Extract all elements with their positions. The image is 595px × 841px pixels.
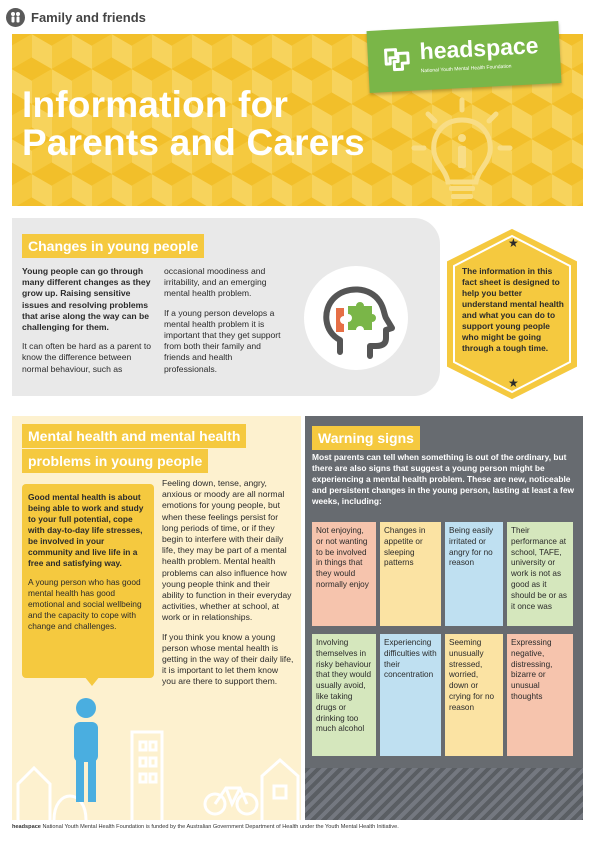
title-line-1: Information for: [22, 84, 289, 125]
mental-health-column-2: [162, 478, 294, 696]
headspace-logo: [367, 21, 562, 93]
lightbulb-info-icon: [402, 96, 522, 208]
speech-paragraph-2: A young person who has good mental health has good emotional and social wellbeing and the capacity to cope with change and challenges.: [28, 577, 142, 631]
logo-word: headspace: [418, 32, 540, 65]
changes-paragraph-1: It can often be hard as a parent to know the difference between normal behaviour, such as: [22, 341, 151, 374]
title-line-2: Parents and Carers: [22, 122, 365, 163]
section-label: Family and friends: [31, 10, 146, 25]
warning-card: Involving themselves in risky behaviour that they would usually avoid, like taking drugs or drinking too much alcohol: [312, 634, 376, 756]
changes-paragraph-2: occasional moodiness and irritability, and an emerging mental health problem.: [164, 266, 267, 299]
mental-health-paragraph-2: If you think you know a young person whose mental health is getting in the way of their daily life, it is important to let them know you are there to support them.: [162, 631, 294, 687]
warning-card: Expressing negative, distressing, bizarre or unusual thoughts: [507, 634, 573, 756]
warning-card: Their performance at school, TAFE, university or work is not as good as it should be or as it once was: [507, 522, 573, 626]
changes-heading: Changes in young people: [22, 234, 204, 258]
speech-paragraph-1: Good mental health is about being able to work and study to your full potential, cope with day-to-day life stresses, be involved in your community and live life in a free and satisfying way.: [28, 492, 144, 568]
headspace-logo-mark-icon: [381, 43, 413, 75]
mental-health-heading-line-1: Mental health and mental health: [22, 424, 246, 448]
hero-banner: [12, 34, 583, 206]
head-puzzle-icon: [300, 260, 418, 384]
logo-subtitle: National Youth Mental Health Foundation: [420, 63, 512, 75]
warning-card: Seeming unusually stressed, worried, down or crying for no reason: [445, 634, 503, 756]
warning-card: Experiencing difficulties with their concentration: [380, 634, 441, 756]
changes-column-2: [164, 266, 282, 383]
warning-card: Being easily irritated or angry for no reason: [445, 522, 503, 626]
warning-signs-heading: Warning signs: [312, 426, 420, 450]
warning-card: Not enjoying, or not wanting to be involved in things that they would normally enjoy: [312, 522, 376, 626]
stripe-pattern: [305, 768, 583, 820]
warning-intro: Most parents can tell when something is out of the ordinary, but there are also signs that suggest a young person might be experiencing a mental health problem. These are new, noticeable and persistent changes in the young person, lasting at least a few weeks, including:: [312, 452, 575, 506]
mental-health-paragraph-1: Feeling down, tense, angry, anxious or moody are all normal emotions for young people, but when these feelings persist for long periods of time, or if they begin to interfere with their daily life, they may be part of a mental health problem. Mental health problems can also influence how young people think and their ability to function in their everyday activities, whether at school, at work or in relationships.: [162, 478, 292, 623]
speech-bubble-tail: [84, 676, 100, 686]
changes-paragraph-3: If a young person develops a mental health problem it is important that they get support from both their family and friends and health professionals.: [164, 307, 281, 374]
warning-card: Changes in appetite or sleeping patterns: [380, 522, 441, 626]
family-icon: [6, 8, 25, 27]
info-hexagon-text: The information in this fact sheet is designed to help you better understand mental health and what you can do to support young people who might be going through a tough time.: [462, 266, 564, 353]
town-illustration: [12, 692, 301, 820]
mental-health-heading-line-2: problems in young people: [22, 449, 208, 473]
star-icon: ★: [508, 376, 519, 390]
changes-intro: Young people can go through many different changes as they grow up. Raising sensitive issues and resolving problems that arise along the way can be challenging for them.: [22, 266, 151, 333]
person-icon: [74, 698, 98, 802]
star-icon: ★: [508, 236, 519, 250]
speech-bubble: [22, 484, 154, 678]
changes-column-1: [22, 266, 152, 383]
footer-text: National Youth Mental Health Foundation is funded by the Australian Government Department of Health under the Youth Mental Health Initiative.: [40, 824, 399, 830]
page-title: [22, 86, 365, 162]
footer-brand: headspace: [12, 824, 41, 830]
footer: [12, 824, 583, 830]
